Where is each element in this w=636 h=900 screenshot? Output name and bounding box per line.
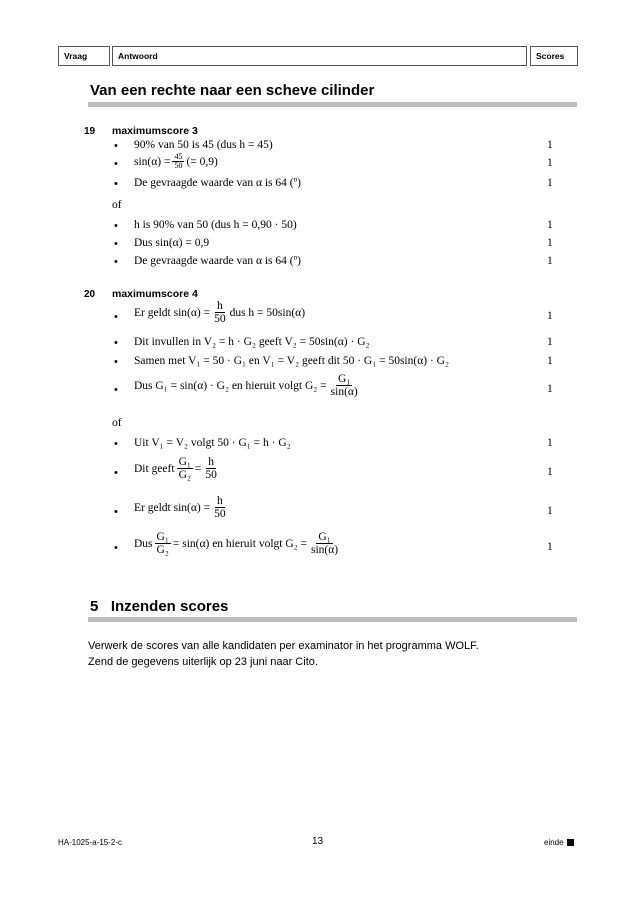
- answer-line: Samen met V₁ = 50 · G₁ en V₁ = V₂ geeft dit 50 · G₁ = 50sin(α) · G₂: [134, 355, 449, 367]
- score: 1: [547, 466, 553, 478]
- body-text: Verwerk de scores van alle kandidaten per examinator in het programma WOLF.: [88, 640, 479, 652]
- answer-line: sin(α) = $\frac{45}{50}$ (= 0,9): [134, 152, 218, 171]
- end-square-icon: [567, 839, 574, 846]
- bullet: •: [114, 542, 118, 554]
- answer-line: h is 90% van 50 (dus h = 0,90 · 50): [134, 219, 297, 231]
- bullet: •: [114, 384, 118, 396]
- score: 1: [547, 310, 553, 322]
- score: 1: [547, 139, 553, 151]
- score: 1: [547, 336, 553, 348]
- score: 1: [547, 355, 553, 367]
- score: 1: [547, 541, 553, 553]
- bullet: •: [114, 256, 118, 268]
- answer-line: Dus sin(α) = 0,9: [134, 237, 210, 249]
- max-score-label: maximumscore 4: [112, 288, 198, 300]
- score: 1: [547, 255, 553, 267]
- score: 1: [547, 219, 553, 231]
- answer-line: Er geldt sin(α) = $\frac{h}{50}$ dus h = 50sin(α): [134, 300, 306, 326]
- max-score-label: maximumscore 3: [112, 125, 198, 137]
- header-scores: Scores: [530, 46, 578, 66]
- bullet: •: [114, 356, 118, 368]
- bullet: •: [114, 311, 118, 323]
- section-divider: [88, 617, 577, 622]
- score: 1: [547, 383, 553, 395]
- bullet: •: [114, 238, 118, 250]
- answer-line: 90% van 50 is 45 (dus h = 45): [134, 139, 273, 151]
- end-marker: [544, 838, 574, 847]
- bullet: •: [114, 506, 118, 518]
- score: 1: [547, 505, 553, 517]
- bullet: •: [114, 337, 118, 349]
- answer-line: De gevraagde waarde van α is 64 (º): [134, 177, 302, 189]
- bullet: •: [114, 178, 118, 190]
- body-text: Zend de gegevens uiterlijk op 23 juni naar Cito.: [88, 656, 318, 668]
- header-antwoord: Antwoord: [112, 46, 527, 66]
- question-number: 20: [84, 289, 96, 300]
- page-number: 13: [312, 836, 324, 847]
- header-vraag: Vraag: [58, 46, 110, 66]
- end-label: einde: [544, 838, 564, 847]
- bullet: •: [114, 158, 118, 170]
- answer-line: Dit geeft $\frac{\text{G₁}}{\text{G₂}}$ = $\frac{h}{50}$: [134, 456, 217, 482]
- section-divider: [88, 102, 577, 107]
- answer-line: De gevraagde waarde van α is 64 (º): [134, 255, 302, 267]
- answer-line: Er geldt sin(α) = $\frac{h}{50}$: [134, 495, 226, 521]
- document-code: HA-1025-a-15-2-c: [58, 838, 123, 847]
- section-title: Van een rechte naar een scheve cilinder: [90, 82, 375, 99]
- or-separator: of: [112, 199, 122, 211]
- bullet: •: [114, 467, 118, 479]
- answer-line: Dus G₁ = sin(α) · G₂ en hieruit volgt G₂ = $\frac{\text{G₁}}{\sin(\alpha)}$: [134, 373, 358, 399]
- score: 1: [547, 157, 553, 169]
- score: 1: [547, 437, 553, 449]
- bullet: •: [114, 220, 118, 232]
- answer-line: Uit V₁ = V₂ volgt 50 · G₁ = h · G₂: [134, 437, 291, 449]
- answer-line: Dus $\frac{\text{G₁}}{\text{G₂}}$ = sin(α) en hieruit volgt G₂ = $\frac{\text{G₁}}{\sin(\alpha)}$: [134, 531, 339, 557]
- question-number: 19: [84, 126, 96, 137]
- score: 1: [547, 177, 553, 189]
- bullet: •: [114, 438, 118, 450]
- answer-line: Dit invullen in V₂ = h · G₂ geeft V₂ = 50sin(α) · G₂: [134, 336, 370, 348]
- bullet: •: [114, 140, 118, 152]
- or-separator: of: [112, 417, 122, 429]
- score: 1: [547, 237, 553, 249]
- section-title: 5 Inzenden scores: [90, 598, 229, 615]
